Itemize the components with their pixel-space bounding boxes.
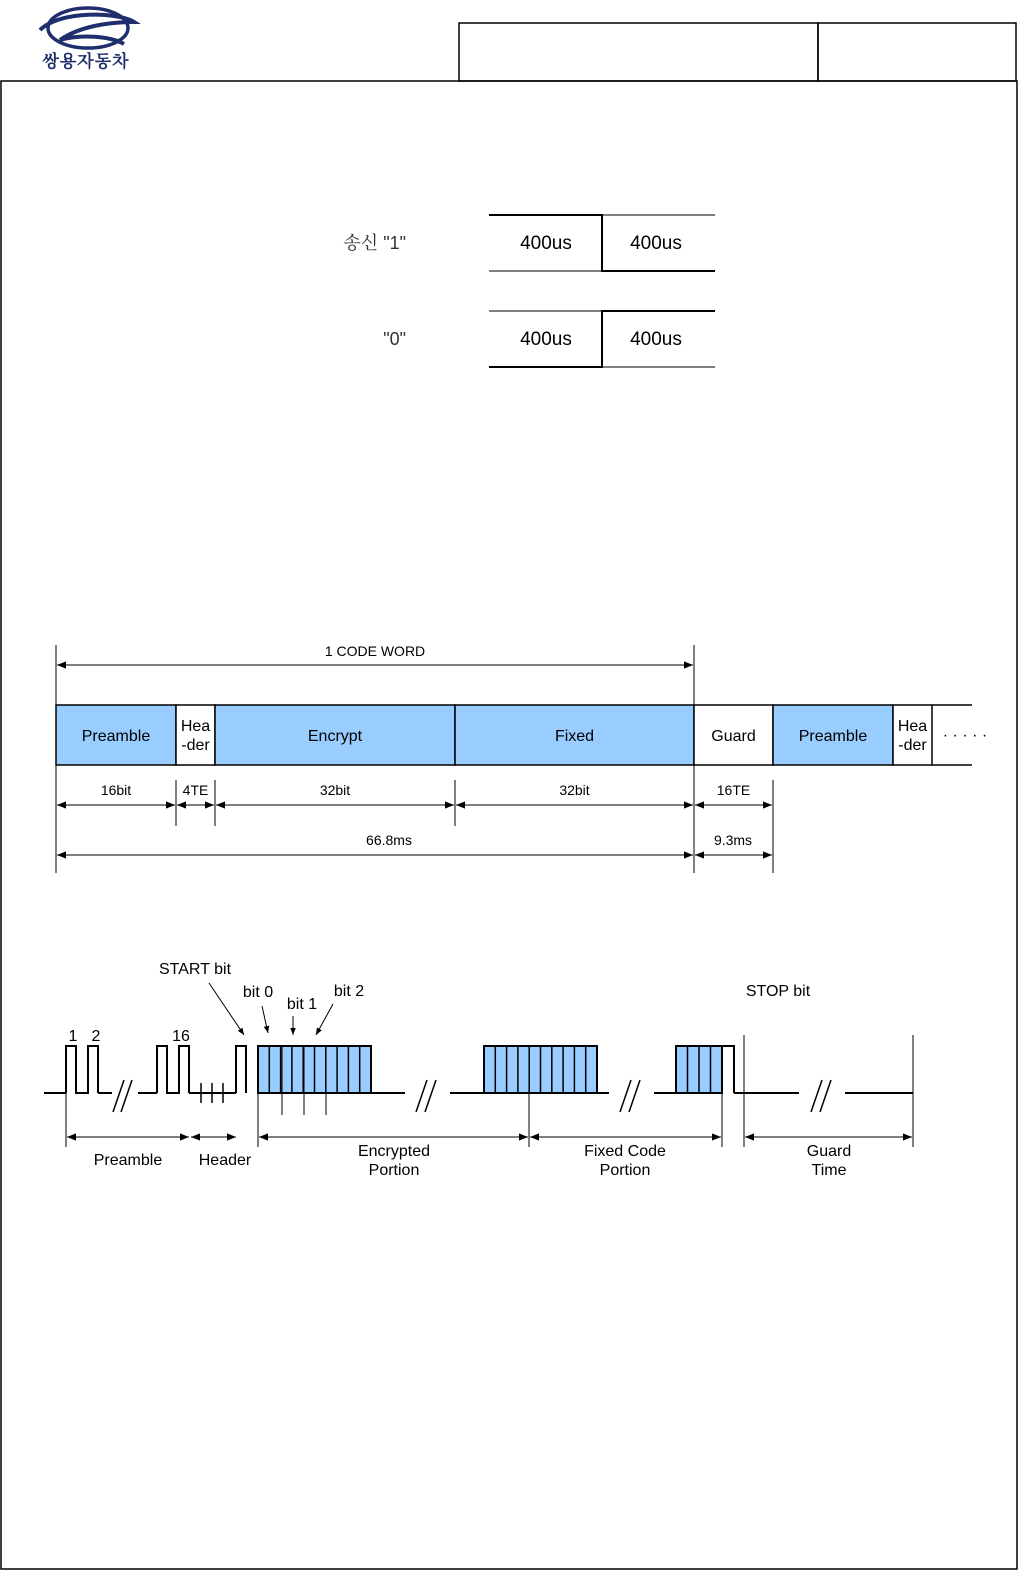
bit-0-pointer [262,1006,268,1033]
length-label: 32bit [319,782,351,798]
frame-segment-header [176,705,215,765]
length-label: 16TE [716,782,751,798]
frame-segment-label: Preamble [798,728,868,745]
page-border [1,81,1017,1569]
frame-segment-fixed [455,705,694,765]
company-name: 쌍용자동차 [42,52,130,72]
company-logo [40,8,134,72]
transmission-waveform-diagram [44,961,913,1179]
length-label: 32bit [559,782,590,798]
length-dimensions [57,780,772,826]
bit-0-label: bit 0 [242,984,274,1001]
frame-segment-label: Guard [711,728,756,745]
section-fixed-label-line1: Fixed Code [584,1143,666,1160]
length-dimension-3 [456,782,693,805]
preamble-pulses [66,1046,246,1093]
length-dimension-2 [216,782,454,805]
frame-segment-label: Hea [180,718,211,735]
frame-segment-label: Encrypt [307,728,363,745]
bit-one-label: 송신 "1" [343,233,406,253]
document-header [1,8,1017,1569]
frame-segment-header-2 [893,705,932,765]
bit-2-pointer [316,1004,333,1035]
encrypted-data-block-2 [484,1046,597,1093]
header-page-cell [818,23,1016,81]
section-fixed-label-line2: Portion [599,1162,651,1179]
start-bit-pointer [209,983,244,1035]
frame-segment-encrypt [215,705,455,765]
section-guard-label-line1: Guard [806,1143,852,1160]
bit-zero-high-duration: 400us [630,329,682,350]
frame-segment-label: -der [898,737,927,754]
start-bit-label: START bit [158,961,232,978]
length-label: 16bit [100,782,132,798]
frame-segment-guard [694,705,773,765]
section-guard-label-line2: Time [811,1162,847,1179]
bit-encoding-diagram [343,215,715,367]
frame-continuation-dots: · · · · · [942,727,988,744]
section-header-label: Header [198,1152,252,1169]
frame-segment-label: Fixed [554,728,595,745]
frame-segment-label: -der [181,737,210,754]
section-preamble-label: Preamble [93,1152,163,1169]
code-word-span-label: 1 CODE WORD [324,643,426,659]
axis-break-marks [113,1080,831,1112]
frame-segment-preamble-2 [773,705,893,765]
encrypted-data-block [258,1046,371,1093]
frame-segment-label: Hea [897,718,928,735]
frame-segment-preamble [56,705,176,765]
length-dimension-4 [695,782,772,805]
code-word-frame-diagram [56,643,987,873]
guard-time-label: 9.3ms [713,832,753,848]
frame-segments [56,705,932,765]
header-title-cell [459,23,818,81]
bit-zero-low-duration: 400us [520,329,572,350]
length-dimension-1 [177,782,214,805]
pulse-number-1: 1 [68,1028,78,1045]
total-time-label: 66.8ms [366,832,412,848]
pulse-number-2: 2 [91,1028,101,1045]
bit-zero-label: "0" [383,329,406,349]
frame-segment-label: Preamble [81,728,151,745]
length-label: 4TE [182,782,209,798]
bit-one-high-duration: 400us [520,233,572,254]
length-dimension-0 [57,782,175,805]
stop-bit-label: STOP bit [745,983,811,1000]
bit-1-label: bit 1 [286,996,318,1013]
fixed-code-block [676,1046,734,1093]
pulse-number-16: 16 [172,1028,190,1045]
bit-2-label: bit 2 [333,983,365,1000]
bit-one-low-duration: 400us [630,233,682,254]
section-encrypted-label-line1: Encrypted [357,1143,431,1160]
section-encrypted-label-line2: Portion [368,1162,420,1179]
